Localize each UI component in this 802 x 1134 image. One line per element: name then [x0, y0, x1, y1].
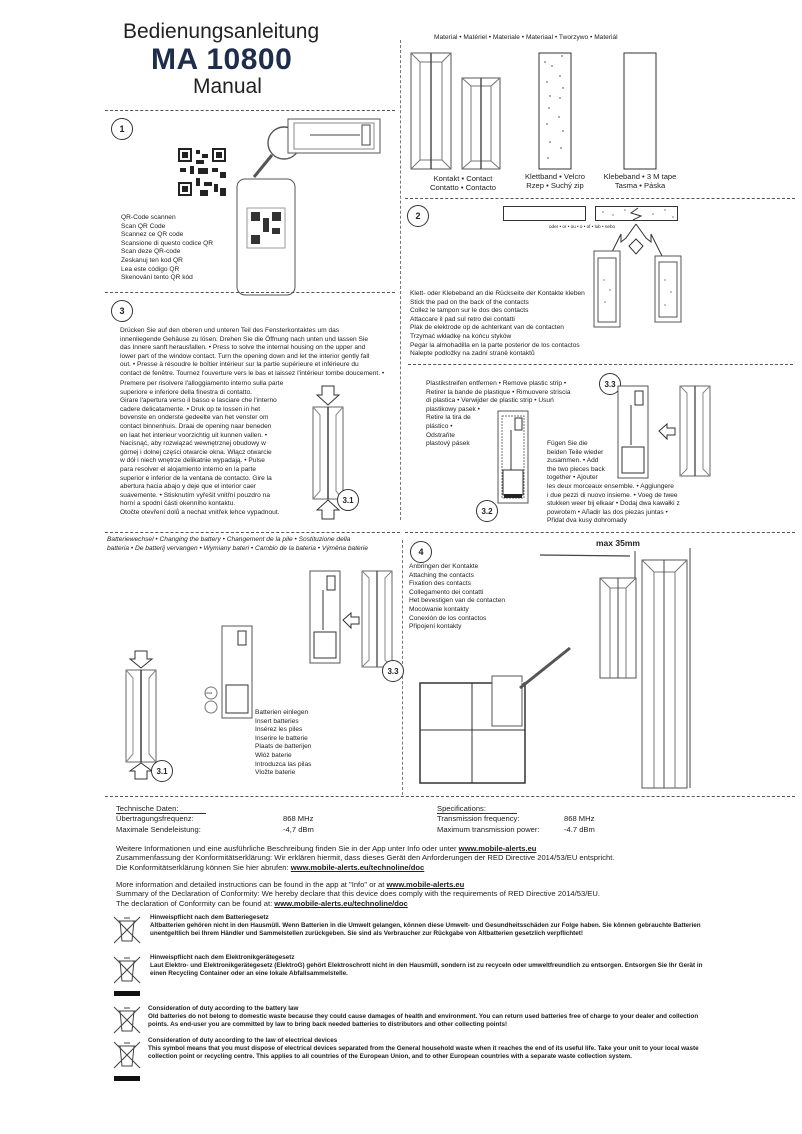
step-1-text: QR-Code scannen Scan QR Code Scannez ce QR code Scansione di questo codice QR Scan deze QR-code Zeskanuj ten kod QR Lea este código QR Skenování tento QR kód: [121, 214, 214, 282]
specs-de-row-value: -4,7 dBm: [283, 825, 314, 834]
smartphone-illustration: [236, 178, 296, 296]
contact-label: Kontakt • Contact Contatto • Contacto: [430, 174, 496, 193]
battery-contact-open: [309, 570, 394, 670]
step-3-text-narrow: Premere per risolvere l'alloggiamento interno sulla parte superiore e inferiore della finestra di contatto. Girare l'apertura verso il basso e lasciare che l'interno cadere delicatamente. • Druk op te lossen in het bovenste en onderste gedeelte van het venster om contact binnenhuis. Draai de opening naar beneden en laat het interieur voorzichtig uit kunnen vallen. • Nacisnąć, aby rozwiązać wewnętrznej obudowy w górnej i dolnej części otwarcie okna. Włącz otwarcie w dół i niech wnętrze delikatnie wypadają. • Pulse para resolver el alojamiento interno en la parte superior e inferior de la ventana de contacto. Gire la abertura hacia abajo y deje que el interior caer suavemente. • Stisknutím vyřešit vnitřní pouzdro na horní a spodní části okenního kontaktu. Otočte otevření dolů a nechat vnitřek lehce vypadnout.: [120, 380, 284, 516]
specs-de-row-label: Übertragungsfrequenz:: [116, 814, 194, 823]
disposal-electronics-en: Consideration of duty according to the law of electrical devices This symbol means that you must dispose of electrical devices separated from the General household waste when it reaches the end of its useful life. Take your unit to your local waste collection point or recycling centre. This applies to all countries of the European Union, and to other European countries with a separate waste collection system.: [148, 1037, 699, 1060]
step-3-3-badge: 3.3: [599, 373, 621, 395]
remove-strip-text: Plastikstreifen entfernen • Remove plastic strip • Retirer la bande de plastique • Rimuovere striscia di plastica • Verwijder de plastic strip • Usuń plastikowy pasek • Retire la tira de plástico • Odstraňte plastový pásek: [426, 380, 571, 448]
reassemble-text: Fügen Sie die beiden Teile wieder zusammen. • Add the two pieces back together • Ajouter les deux morceaux ensemble. • Aggiungere i due pezzi di nuovo insieme. • Voeg de twee stukken weer bij elkaar • Dodaj dwa kawałki z powrotem • Añadir las dos piezas juntas • Přidat dva kusy dohromady: [547, 440, 680, 525]
specs-en-row-label: Transmission frequency:: [437, 814, 520, 823]
qr-code-icon: [176, 146, 228, 198]
battery-insert-illustration: [204, 625, 254, 720]
weee-bin-icon: [112, 1005, 142, 1035]
model-number: MA 10800: [151, 43, 293, 76]
battery-heading: Batteriewechsel • Changing the battery • Changement de la pile • Sostituzione della batteria • De batterij vervangen • Wymiany bateri • Cambio de la bateria • Výměna baterie: [107, 536, 369, 552]
disposal-battery-de: Hinweispflicht nach dem Batteriegesetz Altbatterien gehören nicht in den Hausmüll. Wenn Batterien in die Umwelt gelangen, können diese Umwelt- und Gesundheitsschäden zur Folge haben. Sie können gebrauchte Batterien unentgeltlich bei Ihrem Händler und Sammelstellen zurückgeben. Sie sind als Verbraucher zur Rückgabe von Altbatterien gesetzlich verpflichtet!: [150, 914, 701, 937]
specs-en-row-label: Maximum transmission power:: [437, 825, 540, 834]
specs-en-row-value: -4.7 dBm: [564, 825, 595, 834]
weee-bin-icon: [112, 955, 142, 997]
magnifier-contact-illustration: [250, 115, 385, 185]
info-de: Weitere Informationen und eine ausführliche Beschreibung finden Sie in der App unter Info oder unter www.mobile-alerts.eu Zusammenfassung der Konformitätserklärung: Wir erklären hiermit, dass dieses Gerät den Anforderungen der RED Directive 2014/53/EU entspricht. Die Konformitätserklärung können Sie hier abrufen: www.mobile-alerts.eu/technoline/doc: [116, 844, 615, 872]
specs-de-row-label: Maximale Sendeleistung:: [116, 825, 201, 834]
reassemble-illustration: [617, 385, 732, 485]
battery-3-3-badge: 3.3: [382, 660, 404, 682]
material-heading: Material • Matériel • Materiale • Materiaal • Tworzywo • Materiál: [434, 34, 618, 41]
step-3-text-wide: Drücken Sie auf den oberen und unteren Teil des Fensterkontaktes um das innenliegende Gehäuse zu lösen. Drehen Sie die Öffnung nach unten und lassen Sie das Innere sanft herausfallen. • Press to solve the internal housing on the upper and lower part of the window contact. Turn the opening down and let the interior gently fall out. • Presse à résoudre le boîtier intérieur sur la partie supérieure et inférieure du contact de fenêtre. Tournez l'ouverture vers le bas et laissez l'intérieur tombe doucement. •: [120, 327, 385, 377]
battery-press-contact: [121, 650, 161, 780]
or-label: oder • or • ou • o • of • lub • nebo: [549, 224, 616, 229]
contact-large-illustration: [410, 52, 452, 170]
title-manual: Manual: [193, 75, 262, 98]
step-2-text: Klett- oder Klebeband an die Rückseite der Kontakte kleben Stick the pad on the back of the contacts Collez le tampon sur le dos des contacts Attaccare il pad sul retro dei contatti Plak de elektrode op de achterkant van de contacten Trzymać wkładkę na końcu styków Pegar la almohadilla en la parte posterior de los contactos Nalepte podložky na zadní straně kontaktů: [410, 290, 585, 358]
link-doc[interactable]: www.mobile-alerts.eu/technoline/doc: [290, 862, 425, 872]
insert-batteries-text: Batterien einlegen Insert batteries Insérez les piles Inserire le batterie Plaats de batterijen Włóż baterie Introduzca las pilas Vložte baterie: [255, 709, 312, 777]
title-bedienungsanleitung: Bedienungsanleitung: [123, 20, 320, 43]
specs-en-row-value: 868 MHz: [564, 814, 595, 823]
disposal-electronics-de: Hinweispflicht nach dem Elektronikgerätegesetz Laut Elektro- und Elektronikgerätegesetz (ElektroG) gehört Elektroschrott nicht in den Hausmüll, sondern ist zu recyceln oder umweltfreundlich zu entsorgen. Entsorgen Sie Ihr Gerät in einen Recycling Container oder an eine lokale Abfallsammelstelle.: [150, 954, 703, 977]
link-doc[interactable]: www.mobile-alerts.eu/technoline/doc: [274, 898, 408, 908]
tape-label: Klebeband • 3 M tape Tasma • Páska: [603, 172, 677, 191]
step-1-badge: 1: [111, 118, 133, 140]
specs-de-row-value: 868 MHz: [283, 814, 314, 823]
velcro-illustration: [538, 52, 572, 170]
step-4-badge: 4: [410, 541, 432, 563]
disposal-battery-en: Consideration of duty according to the battery law Old batteries do not belong to domestic waste because they could cause damages of health and environment. You can return used batteries free of charge to your dealer and collection points. As end-user you are committed by law to bring back needed batteries to distributors and other collecting points!: [148, 1005, 699, 1028]
contact-small-illustration: [461, 77, 501, 170]
link-mobile-alerts[interactable]: www.mobile-alerts.eu: [386, 880, 465, 889]
weee-bin-icon: [112, 915, 142, 945]
max-distance-label: max 35mm: [596, 538, 640, 548]
step-3-2-badge: 3.2: [476, 500, 498, 522]
open-contact-illustration: [497, 410, 529, 505]
battery-3-1-badge: 3.1: [151, 760, 173, 782]
tape-illustration: [623, 52, 657, 170]
step-3-1-badge: 3.1: [337, 489, 359, 511]
step-3-badge: 3: [111, 300, 133, 322]
contacts-with-pads: [593, 250, 693, 330]
weee-bin-icon: [112, 1040, 142, 1082]
mounting-illustration: [420, 548, 780, 788]
velcro-label: Klettband • Velcro Rzep • Suchý zip: [524, 172, 586, 191]
step-2-badge: 2: [407, 205, 429, 227]
link-mobile-alerts[interactable]: www.mobile-alerts.eu: [458, 844, 537, 853]
info-en: More information and detailed instructions can be found in the app at "Info" or at www.mobile-alerts.eu Summary of the Declaration of Conformity: We hereby declare that this device does comply with the requirements of RED Directive 2014/53/EU. The declaration of Conformity can be found at: www.mobile-alerts.eu/technoline/doc: [116, 880, 600, 908]
specs-en-title: Specifications:: [437, 804, 486, 813]
battery-cell-label: LR44: [205, 691, 213, 695]
step-4-text: Anbringen der Kontakte Attaching the contacts Fixation des contacts Collegamento dei contatti Het bevestigen van de contacten Mocowanie kontakty Conexión de los contactos Připojení kontakty: [409, 563, 506, 631]
specs-de-title: Technische Daten:: [116, 804, 179, 813]
